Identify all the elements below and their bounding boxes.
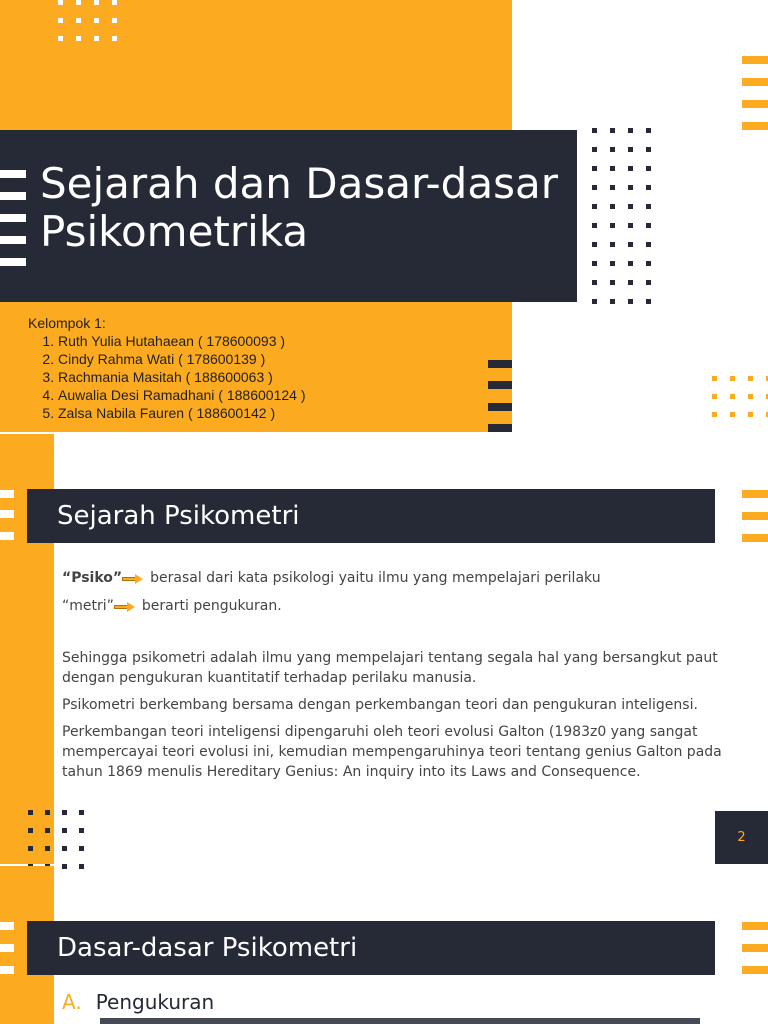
member-item: 3. Rachmania Masitah ( 188600063 ): [58, 368, 348, 386]
metri-definition: berarti pengukuran.: [141, 598, 282, 614]
slide2-body: [62, 568, 742, 782]
member-item: 2. Cindy Rahma Wati ( 178600139 ): [58, 350, 348, 368]
member-item: 1. Ruth Yulia Hutahaean ( 178600093 ): [58, 332, 348, 350]
paragraph-1: Sehingga psikometri adalah ilmu yang mempelajari tentang segala hal yang bersangkut paut dengan pengukuran kuantitatif terhadap perilaku manusia.: [62, 650, 718, 686]
slide3-header-bar: [27, 921, 715, 975]
metri-line: [62, 596, 742, 616]
list-label: Pengukuran: [95, 990, 215, 1014]
decor-dots-top: [58, 0, 117, 41]
psiko-definition: berasal dari kata psikologi yaitu ilmu yang mempelajari perilaku: [150, 570, 601, 586]
list-letter: A.: [62, 990, 82, 1014]
psiko-term: “Psiko”: [62, 570, 123, 586]
slide3-title: Dasar-dasar Psikometri: [57, 933, 358, 963]
decor-dots-right: [712, 376, 768, 417]
page-number: 2: [715, 811, 768, 864]
member-item: 4. Auwalia Desi Ramadhani ( 188600124 ): [58, 386, 348, 404]
slide1-title: Sejarah dan Dasar-dasar Psikometrika: [40, 159, 558, 256]
psiko-line: [62, 568, 742, 588]
decor-dots-bottom-left: [28, 810, 84, 869]
decor-dots-title: [592, 128, 651, 304]
arrow-right-icon: [114, 602, 136, 612]
member-list: [28, 332, 348, 422]
arrow-right-icon: [122, 574, 144, 584]
cut-off-text: [100, 1018, 700, 1024]
metri-term: “metri”: [62, 598, 114, 614]
group-label: Kelompok 1:: [28, 315, 106, 331]
group-members: [28, 314, 348, 422]
member-item: 5. Zalsa Nabila Fauren ( 188600142 ): [58, 404, 348, 422]
slide2-title: Sejarah Psikometri: [57, 501, 300, 531]
paragraph-2: Psikometri berkembang bersama dengan perkembangan teori dan pengukuran inteligensi.: [62, 697, 698, 713]
paragraph-3: Perkembangan teori inteligensi dipengaruhi oleh teori evolusi Galton (1983z0 yang sangat mempercayai teori evolusi ini, kemudian mempengaruhinya teori tentang genius Galton pada tahun 1869 menulis Hereditary Genius: An inquiry into its Laws and Consequence.: [62, 724, 722, 780]
slide3-list-item: [62, 990, 214, 1014]
slide2-header-bar: [27, 489, 715, 543]
